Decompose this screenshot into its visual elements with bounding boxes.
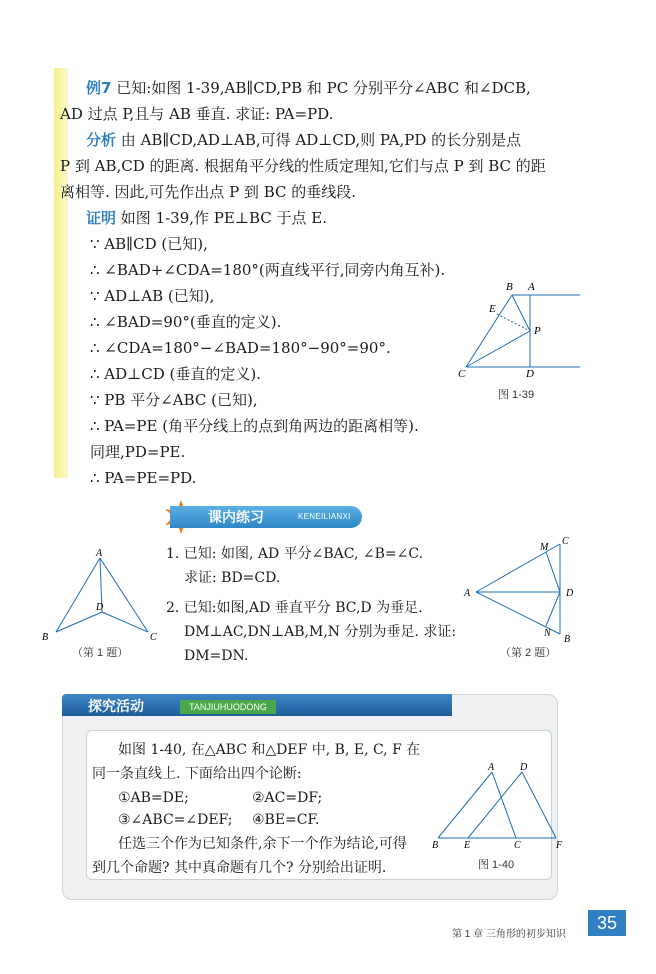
fig140-label-C: C <box>514 840 521 850</box>
practice-q2-line-1: 2. 已知:如图,AD 垂直平分 BC,D 为垂足. <box>166 600 423 616</box>
practice-fig2-caption: （第 2 题） <box>500 647 557 659</box>
proof-step-1: ∵ AB∥CD (已知), <box>90 235 208 253</box>
fig140-label-A: A <box>488 762 495 773</box>
explore-claim-3: ③∠ABC=∠DEF; <box>118 812 233 828</box>
practice-figure-2 <box>460 534 584 644</box>
fig140-label-D: D <box>520 762 528 773</box>
analysis-label: 分析 <box>86 131 117 149</box>
practice-q1-line-1: 1. 已知: 如图, AD 平分∠BAC, ∠B=∠C. <box>166 546 424 562</box>
label-D: D <box>526 368 534 378</box>
example-text-1: 已知:如图 1-39,AB∥CD,PB 和 PC 分别平分∠ABC 和∠DCB, <box>116 79 531 97</box>
proof-step-2: ∴ ∠BAD+∠CDA=180°(两直线平行,同旁内角互补). <box>90 261 446 279</box>
fig140-label-E: E <box>464 840 471 850</box>
practice-q1-line-2: 求证: BD=CD. <box>184 570 281 586</box>
page-number: 35 <box>588 910 626 936</box>
proof-step-9: 同理,PD=PE. <box>90 443 186 461</box>
fig-1-39-caption: 图 1-39 <box>498 389 535 401</box>
example-line-2: AD 过点 P,且与 AB 垂直. 求证: PA=PD. <box>60 105 334 123</box>
practice-figure-1 <box>40 548 164 644</box>
practice-q2-line-2: DM⊥AC,DN⊥AB,M,N 分别为垂足. 求证: <box>184 624 457 640</box>
explore-claim-2: ②AC=DF; <box>252 790 323 806</box>
fig2-label-C: C <box>562 536 569 547</box>
analysis-line-3: 离相等. 因此,可先作出点 P 到 BC 的垂线段. <box>60 183 357 201</box>
label-B: B <box>506 281 513 293</box>
proof-step-3: ∵ AD⊥AB (已知), <box>90 287 215 305</box>
proof-step-10: ∴ PA=PE=PD. <box>90 469 197 487</box>
example-label: 例7 <box>86 79 112 97</box>
fig2-label-M: M <box>540 542 549 553</box>
explore-line-3: 任选三个作为已知条件,余下一个作为结论,可得 <box>118 836 407 852</box>
fig1-label-C: C <box>150 632 157 643</box>
proof-intro: 如图 1-39,作 PE⊥BC 于点 E. <box>120 209 327 227</box>
explore-claim-4: ④BE=CF. <box>252 812 320 828</box>
label-P: P <box>534 325 541 337</box>
label-A: A <box>528 281 535 293</box>
explore-line-2: 同一条直线上. 下面给出四个论断: <box>92 766 302 782</box>
fig2-label-A: A <box>464 588 471 599</box>
proof-step-4: ∴ ∠BAD=90°(垂直的定义). <box>90 313 282 331</box>
practice-fig1-caption: （第 1 题） <box>72 647 129 659</box>
figure-1-40 <box>428 760 568 850</box>
proof-step-6: ∴ AD⊥CD (垂直的定义). <box>90 365 262 383</box>
fig1-label-A: A <box>96 548 103 559</box>
proof-step-8: ∴ PA=PE (角平分线上的点到角两边的距离相等). <box>90 417 419 435</box>
explore-line-4: 到几个命题? 其中真命题有几个? 分别给出证明. <box>92 860 387 876</box>
explore-claim-1: ①AB=DE; <box>118 790 189 806</box>
explore-title: 探究活动 <box>88 699 144 715</box>
fig1-label-B: B <box>42 632 49 643</box>
fig2-label-N: N <box>544 628 551 639</box>
label-C: C <box>458 368 466 378</box>
fig140-label-B: B <box>432 840 439 850</box>
analysis-line-1 <box>86 130 521 150</box>
example-line-1 <box>86 78 531 98</box>
fig2-label-D: D <box>566 588 574 599</box>
margin-highlight-bar <box>54 68 68 478</box>
fig140-label-F: F <box>556 840 563 850</box>
fig-1-40-caption: 图 1-40 <box>478 859 515 871</box>
practice-title: 课内练习 <box>208 510 264 526</box>
chapter-footer: 第 1 章 三角形的初步知识 <box>452 929 566 940</box>
practice-pinyin: KENEILIANXI <box>298 512 351 521</box>
proof-step-5: ∴ ∠CDA=180°−∠BAD=180°−90°=90°. <box>90 339 391 357</box>
figure-1-39 <box>456 278 592 378</box>
proof-step-7: ∵ PB 平分∠ABC (已知), <box>90 391 258 409</box>
explore-line-1: 如图 1-40, 在△ABC 和△DEF 中, B, E, C, F 在 <box>118 742 421 758</box>
explore-pinyin: TANJIUHUODONG <box>180 700 276 714</box>
analysis-line-2: P 到 AB,CD 的距离. 根据角平分线的性质定理知,它们与点 P 到 BC 的距 <box>60 157 546 175</box>
fig1-label-D: D <box>96 602 104 613</box>
fig2-label-B: B <box>564 634 571 644</box>
practice-q2-line-3: DM=DN. <box>184 648 249 664</box>
label-E: E <box>489 303 496 315</box>
analysis-text-1: 由 AB∥CD,AD⊥AB,可得 AD⊥CD,则 PA,PD 的长分别是点 <box>120 131 522 149</box>
proof-label: 证明 <box>86 209 117 227</box>
proof-intro-line <box>86 208 327 228</box>
